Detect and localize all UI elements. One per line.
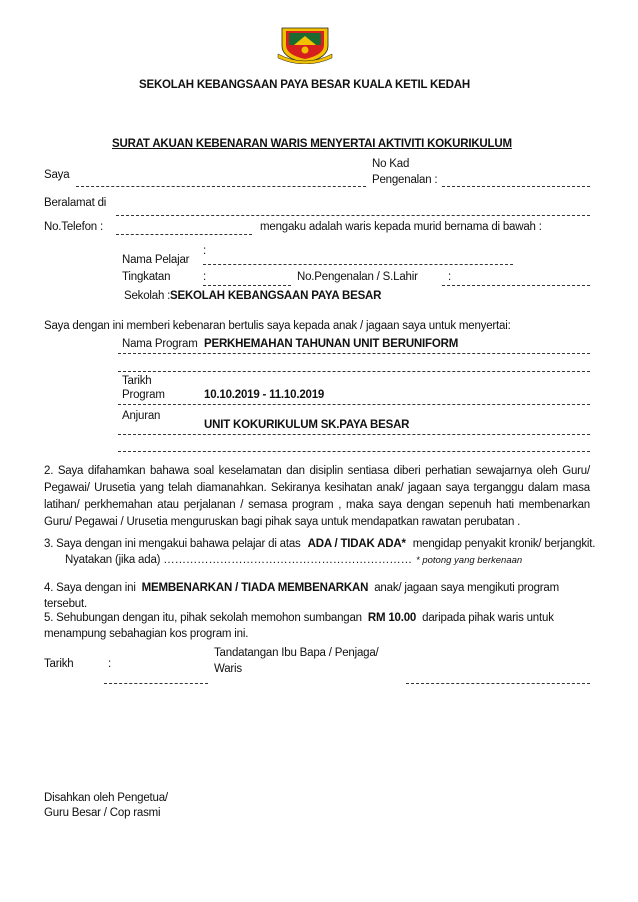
clause-5-text-a: 5. Sehubungan dengan itu, pihak sekolah memohon sumbangan: [44, 612, 362, 624]
tarikh-line: [118, 404, 590, 405]
form-line[interactable]: [203, 285, 291, 286]
clause-4-text-c: anak/ jagaan saya mengikuti program: [374, 582, 560, 594]
tarikh-program-label-2: Program: [122, 389, 165, 401]
permission-intro: Saya dengan ini memberi kebenaran bertulis saya kepada anak / jagaan saya untuk menyertai:: [44, 320, 511, 332]
student-ic-line[interactable]: [442, 285, 590, 286]
sekolah-value: SEKOLAH KEBANGSAAN PAYA BESAR: [170, 290, 382, 302]
anjuran-line-2: [118, 451, 590, 452]
no-pengenalan-label: No.Pengenalan / S.Lahir: [297, 271, 418, 283]
program-label: Nama Program: [122, 338, 198, 350]
program-line: [118, 353, 590, 354]
nama-pelajar-colon: :: [203, 245, 206, 257]
clause-4-option: MEMBENARKAN / TIADA MEMBENARKAN: [141, 582, 369, 594]
address-line[interactable]: [116, 215, 590, 216]
name-line[interactable]: [76, 186, 366, 187]
phone-line[interactable]: [116, 234, 252, 235]
nama-pelajar-label: Nama Pelajar: [122, 254, 190, 266]
student-name-line[interactable]: [203, 264, 513, 265]
clause-3-text-a: 3. Saya dengan ini mengakui bahawa pelajar di atas: [44, 538, 301, 550]
clause-4-line: [44, 581, 559, 595]
signature-tarikh-label: Tarikh: [44, 658, 74, 670]
beralamat-label: Beralamat di: [44, 197, 107, 209]
clause-4-text-a: 4. Saya dengan ini: [44, 582, 136, 594]
no-telefon-label: No.Telefon :: [44, 221, 103, 233]
clause-4-text-d: tersebut.: [44, 598, 87, 610]
tandatangan-label-1: Tandatangan Ibu Bapa / Penjaga/: [214, 647, 379, 659]
school-crest-logo: [276, 24, 334, 64]
no-pengenalan-colon: :: [448, 271, 451, 283]
ic-number-line[interactable]: [442, 186, 590, 187]
clause-5-text-c: daripada pihak waris untuk: [422, 612, 554, 624]
anjuran-line: [118, 434, 590, 435]
program-value: PERKHEMAHAN TAHUNAN UNIT BERUNIFORM: [204, 338, 459, 350]
tarikh-program-value: 10.10.2019 - 11.10.2019: [204, 389, 325, 401]
anjuran-label: Anjuran: [122, 410, 161, 422]
saya-label: Saya: [44, 169, 70, 181]
tingkatan-colon: :: [203, 271, 206, 283]
clause-3-ada-option: ADA / TIDAK ADA*: [307, 538, 406, 550]
endorsement-line-1: Disahkan oleh Pengetua/: [44, 792, 168, 804]
anjuran-value: UNIT KOKURIKULUM SK.PAYA BESAR: [204, 419, 410, 431]
mengaku-text: mengaku adalah waris kepada murid bernama di bawah :: [260, 221, 542, 233]
no-kad-label-2: Pengenalan :: [372, 174, 438, 186]
tandatangan-label-2: Waris: [214, 663, 242, 675]
clause-5-text-d: menampung sebahagian kos program ini.: [44, 628, 249, 640]
program-line-2: [118, 371, 590, 372]
tingkatan-label: Tingkatan: [122, 271, 171, 283]
clause-5-amount: RM 10.00: [367, 612, 417, 624]
clause-3-note: * potong yang berkenaan: [416, 555, 523, 566]
sekolah-label: Sekolah :: [124, 290, 171, 302]
date-signature-line[interactable]: [104, 683, 208, 684]
clause-3-text-c: mengidap penyakit kronik/ berjangkit.: [412, 538, 596, 550]
no-kad-label-1: No Kad: [372, 158, 410, 170]
tarikh-program-label-1: Tarikh: [122, 375, 152, 387]
clause-3-nyatakan: Nyatakan (jika ada) …………………………………………………………: [65, 554, 412, 566]
clause-2: 2. Saya difahamkan bahawa soal keselamatan dan disiplin sentiasa diberi perhatian sewajarnya oleh Guru/ Pegawai/ Urusetia yang telah diamanahkan. Sekiranya kesihatan anak/ jagaan saya terganggu dalam masa latihan/ perkhemahan atau perjalanan / semasa program , maka saya dengan sepenuh hati membenarkan Guru/ Pegawai / Urusetia menguruskan bagi pihak saya untuk mendapatkan rawatan perubatan .: [44, 465, 590, 528]
parent-signature-line[interactable]: [406, 683, 590, 684]
school-header: SEKOLAH KEBANGSAAN PAYA BESAR KUALA KETIL KEDAH: [139, 79, 470, 91]
clause-5-line: [44, 611, 554, 625]
document-title: SURAT AKUAN KEBENARAN WARIS MENYERTAI AKTIVITI KOKURIKULUM: [112, 138, 512, 150]
signature-tarikh-colon: :: [108, 658, 111, 670]
clause-3-line: [44, 537, 595, 551]
endorsement-line-2: Guru Besar / Cop rasmi: [44, 807, 161, 819]
